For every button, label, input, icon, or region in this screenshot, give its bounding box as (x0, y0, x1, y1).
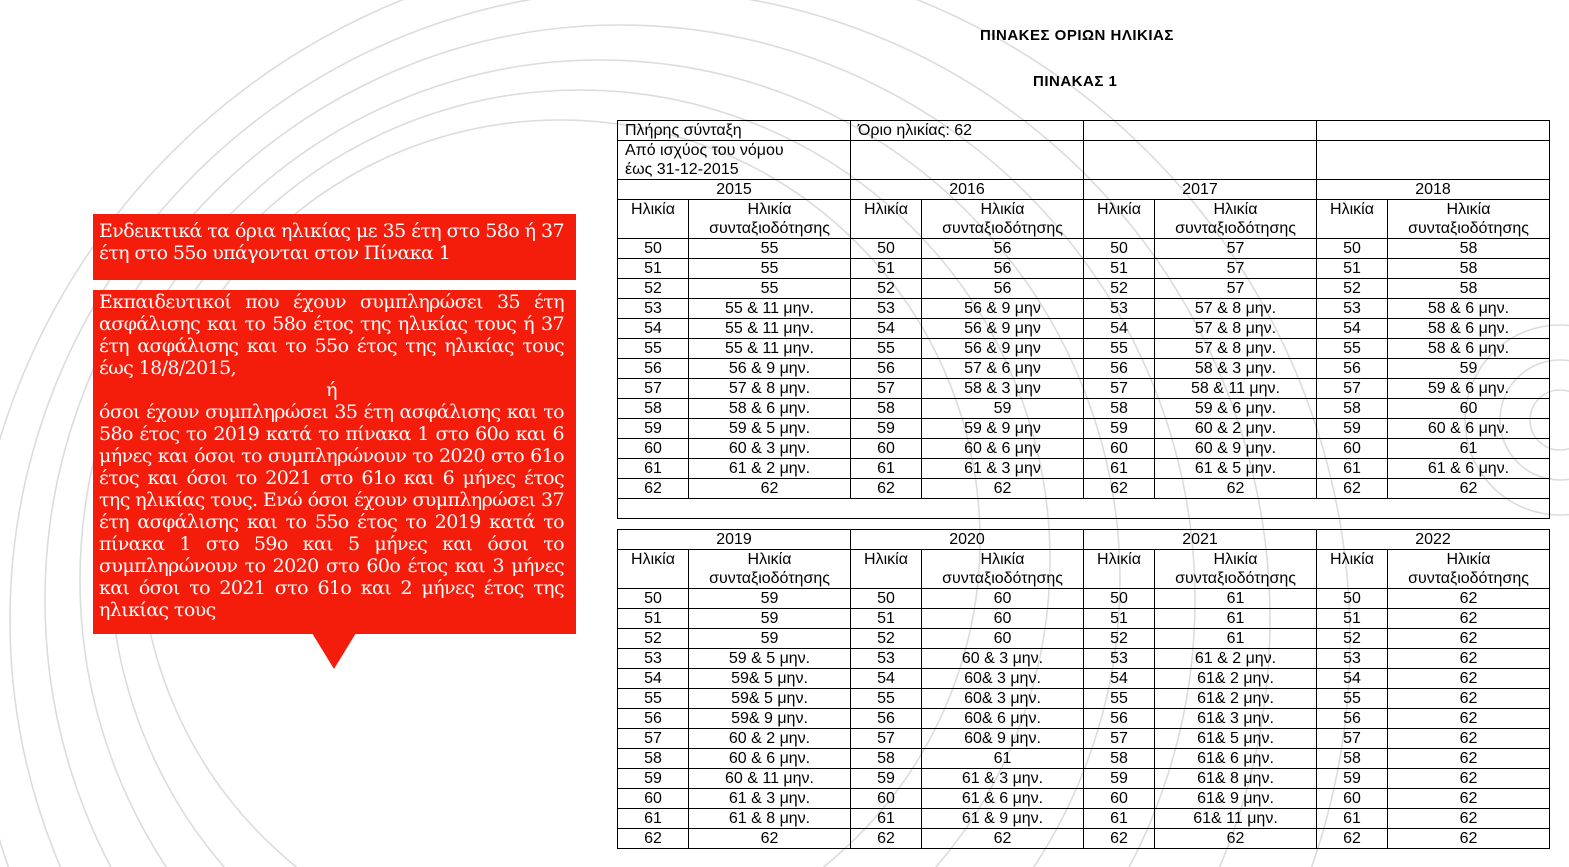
pension-age-cell: 55 (689, 239, 851, 259)
table-row (618, 649, 1550, 669)
age-cell: 60 (1084, 789, 1155, 809)
table-row (618, 809, 1550, 829)
age-cell: 57 (618, 729, 689, 749)
pension-age-cell: 60& 3 μην. (922, 689, 1084, 709)
table-row (618, 479, 1550, 499)
table-row (618, 769, 1550, 789)
pension-age-cell: 62 (1388, 769, 1550, 789)
pension-age-cell: 61 & 2 μην. (689, 459, 851, 479)
table-row (618, 709, 1550, 729)
age-cell: 53 (1084, 649, 1155, 669)
pension-age-cell: 58 & 6 μην. (689, 399, 851, 419)
pension-age-cell: 62 (1388, 729, 1550, 749)
callout-summary (93, 214, 576, 280)
table-row (618, 319, 1550, 339)
pension-age-column-header (689, 200, 851, 239)
pension-age-cell: 55 (689, 259, 851, 279)
pension-age-cell: 60 & 9 μην. (1155, 439, 1317, 459)
pension-age-cell: 57 & 8 μην. (1155, 299, 1317, 319)
pension-age-cell: 55 (689, 279, 851, 299)
age-cell: 61 (1317, 809, 1388, 829)
pension-age-column-header (689, 550, 851, 589)
pension-age-cell: 57 & 6 μην (922, 359, 1084, 379)
pension-age-cell: 61 & 2 μην. (1155, 649, 1317, 669)
age-cell: 54 (1084, 669, 1155, 689)
pension-age-cell: 57 (1155, 259, 1317, 279)
age-cell: 59 (618, 769, 689, 789)
validity-cell (618, 141, 851, 180)
pension-age-cell: 58 & 6 μην. (1388, 299, 1550, 319)
pension-age-cell: 61 & 3 μην. (689, 789, 851, 809)
pension-age-cell: 61 (1388, 439, 1550, 459)
pension-age-header-line-2: συνταξιοδότησης (1175, 220, 1296, 237)
age-cell: 58 (1084, 749, 1155, 769)
age-cell: 60 (618, 789, 689, 809)
age-cell: 62 (1317, 829, 1388, 849)
pension-age-cell: 55 & 11 μην. (689, 319, 851, 339)
pension-age-cell: 60 & 3 μην. (689, 439, 851, 459)
age-cell: 54 (1084, 319, 1155, 339)
age-column-header: Ηλικία (618, 550, 689, 589)
age-cell: 52 (618, 279, 689, 299)
table-row (618, 829, 1550, 849)
pension-age-cell: 57 (1155, 239, 1317, 259)
pension-age-cell: 62 (1155, 829, 1317, 849)
year-header: 2017 (1084, 180, 1317, 200)
age-cell: 58 (618, 399, 689, 419)
pension-age-header-line-2: συνταξιοδότησης (1408, 220, 1529, 237)
pension-age-cell: 59 & 9 μην (922, 419, 1084, 439)
pension-age-cell: 60 & 6 μην (922, 439, 1084, 459)
table-row (618, 689, 1550, 709)
validity-line-1: Από ισχύος του νόμου (625, 142, 784, 159)
pension-age-cell: 60 & 6 μην. (1388, 419, 1550, 439)
pension-age-cell: 57 & 8 μην. (1155, 339, 1317, 359)
pension-age-cell: 62 (1388, 669, 1550, 689)
pension-age-header-line-1: Ηλικία (1446, 551, 1491, 568)
pension-age-cell: 59 & 5 μην. (689, 419, 851, 439)
pension-age-cell: 59 & 5 μην. (689, 649, 851, 669)
pension-age-cell: 60 (922, 629, 1084, 649)
age-cell: 52 (1084, 629, 1155, 649)
pension-age-header-line-1: Ηλικία (1213, 551, 1258, 568)
age-cell: 52 (1317, 629, 1388, 649)
pension-age-cell: 57 & 8 μην. (1155, 319, 1317, 339)
pension-age-cell: 62 (1388, 629, 1550, 649)
age-cell: 59 (851, 419, 922, 439)
pension-age-cell: 61 & 3 μην (922, 459, 1084, 479)
pension-age-header-line-1: Ηλικία (980, 201, 1025, 218)
table-row (618, 729, 1550, 749)
empty-cell (1084, 141, 1317, 180)
empty-cell (1317, 121, 1550, 141)
pension-age-cell: 61 (922, 749, 1084, 769)
table-row (618, 399, 1550, 419)
pension-age-column-header (1388, 200, 1550, 239)
pension-age-cell: 60 & 2 μην. (1155, 419, 1317, 439)
age-cell: 51 (1317, 609, 1388, 629)
pension-age-header-line-2: συνταξιοδότησης (942, 570, 1063, 587)
table-row (618, 459, 1550, 479)
age-cell: 50 (851, 589, 922, 609)
year-header: 2015 (618, 180, 851, 200)
age-cell: 50 (1084, 589, 1155, 609)
table-row (618, 359, 1550, 379)
validity-line-2: έως 31-12-2015 (625, 161, 739, 178)
age-cell: 50 (618, 239, 689, 259)
pension-age-cell: 61 & 6 μην. (922, 789, 1084, 809)
table-row (618, 259, 1550, 279)
age-cell: 53 (1084, 299, 1155, 319)
table-row (618, 629, 1550, 649)
age-cell: 59 (1084, 769, 1155, 789)
age-cell: 57 (851, 729, 922, 749)
age-limit-table-2 (617, 529, 1550, 849)
pension-age-cell: 55 & 11 μην. (689, 299, 851, 319)
table-row (618, 379, 1550, 399)
age-cell: 50 (1317, 239, 1388, 259)
age-cell: 60 (1317, 439, 1388, 459)
age-column-header: Ηλικία (1317, 200, 1388, 239)
pension-age-cell: 62 (922, 829, 1084, 849)
pension-age-cell: 59 (689, 589, 851, 609)
age-cell: 54 (618, 319, 689, 339)
pension-age-cell: 62 (922, 479, 1084, 499)
pension-age-cell: 61& 6 μην. (1155, 749, 1317, 769)
age-cell: 51 (1317, 259, 1388, 279)
pension-age-cell: 59& 5 μην. (689, 689, 851, 709)
pension-age-column-header (1388, 550, 1550, 589)
age-cell: 51 (618, 609, 689, 629)
table-row (618, 339, 1550, 359)
empty-cell (1317, 141, 1550, 180)
pension-age-cell: 60 (922, 609, 1084, 629)
pension-age-cell: 62 (1388, 709, 1550, 729)
age-cell: 52 (1317, 279, 1388, 299)
pension-age-cell: 56 (922, 279, 1084, 299)
table-row (618, 669, 1550, 689)
pension-age-cell: 60 (922, 589, 1084, 609)
age-cell: 51 (1084, 259, 1155, 279)
pension-age-cell: 60 & 11 μην. (689, 769, 851, 789)
pension-age-cell: 61 (1155, 609, 1317, 629)
pension-age-cell: 61 & 8 μην. (689, 809, 851, 829)
age-limit-table-1 (617, 120, 1550, 519)
pension-age-cell: 60 & 2 μην. (689, 729, 851, 749)
age-cell: 54 (851, 319, 922, 339)
age-cell: 51 (851, 259, 922, 279)
year-header: 2022 (1317, 530, 1550, 550)
age-column-header: Ηλικία (851, 200, 922, 239)
pension-age-cell: 61 & 9 μην. (922, 809, 1084, 829)
year-header: 2021 (1084, 530, 1317, 550)
callout-details-text-2: όσοι έχουν συμπληρώσει 35 έτη ασφάλισης και το 58ο έτος το 2019 κατά το πίνακα 1 στο 60ο και 6 μήνες και όσοι το συμπληρώνουν το 2020 στο 61ο έτος και όσοι το 2021 στο 61ο και 6 μήνες έτος της ηλικίας τους. Ενώ όσοι έχουν συμπληρώσει 37 έτη ασφάλισης και το 55ο έτος το 2019 κατά το πίνακα 1 στο 59ο και 5 μήνες και όσοι το συμπληρώνουν το 2020 στο 60ο έτος και 3 μήνες και όσοι το 2021 στο 61ο και 2 μήνες έτος της ηλικίας τους (99, 401, 564, 621)
pension-age-cell: 61& 2 μην. (1155, 669, 1317, 689)
pension-type-cell: Πλήρης σύνταξη (618, 121, 851, 141)
age-limit-cell: Όριο ηλικίας: 62 (851, 121, 1084, 141)
pension-age-cell: 61 & 5 μην. (1155, 459, 1317, 479)
age-cell: 57 (1084, 379, 1155, 399)
pension-age-cell: 62 (689, 479, 851, 499)
age-cell: 52 (851, 629, 922, 649)
pension-age-cell: 61 & 6 μην. (1388, 459, 1550, 479)
age-cell: 56 (1084, 709, 1155, 729)
pension-age-cell: 58 & 6 μην. (1388, 339, 1550, 359)
pension-age-cell: 58 (1388, 259, 1550, 279)
age-cell: 61 (1317, 459, 1388, 479)
age-cell: 51 (851, 609, 922, 629)
age-column-header: Ηλικία (851, 550, 922, 589)
table-row (618, 279, 1550, 299)
age-cell: 61 (851, 459, 922, 479)
age-cell: 62 (851, 829, 922, 849)
pension-age-cell: 62 (1388, 689, 1550, 709)
age-cell: 61 (618, 459, 689, 479)
year-header: 2019 (618, 530, 851, 550)
pension-age-cell: 62 (1388, 609, 1550, 629)
table-row (618, 589, 1550, 609)
age-cell: 55 (618, 689, 689, 709)
age-cell: 59 (851, 769, 922, 789)
empty-cell (851, 141, 1084, 180)
age-cell: 54 (618, 669, 689, 689)
age-cell: 62 (1084, 829, 1155, 849)
age-cell: 53 (1317, 299, 1388, 319)
year-header: 2018 (1317, 180, 1550, 200)
table-row (618, 609, 1550, 629)
pension-age-cell: 60 & 3 μην. (922, 649, 1084, 669)
pension-age-cell: 61& 3 μην. (1155, 709, 1317, 729)
pension-age-cell: 58 (1388, 279, 1550, 299)
age-cell: 50 (1317, 589, 1388, 609)
pension-age-cell: 62 (1388, 649, 1550, 669)
pension-age-cell: 61& 11 μην. (1155, 809, 1317, 829)
age-cell: 59 (1317, 419, 1388, 439)
age-cell: 58 (1317, 749, 1388, 769)
age-cell: 55 (1317, 689, 1388, 709)
pension-age-cell: 59 (689, 609, 851, 629)
year-header: 2016 (851, 180, 1084, 200)
pension-age-column-header (922, 200, 1084, 239)
spacer-cell (618, 499, 1550, 519)
pension-age-cell: 59 & 6 μην. (1155, 399, 1317, 419)
age-cell: 55 (618, 339, 689, 359)
pension-age-header-line-2: συνταξιοδότησης (709, 220, 830, 237)
age-cell: 60 (851, 439, 922, 459)
pension-age-cell: 61& 9 μην. (1155, 789, 1317, 809)
age-cell: 60 (618, 439, 689, 459)
pension-age-header-line-1: Ηλικία (747, 551, 792, 568)
table-row (618, 439, 1550, 459)
age-cell: 57 (1317, 379, 1388, 399)
age-cell: 58 (1317, 399, 1388, 419)
pension-age-cell: 56 (922, 259, 1084, 279)
pension-age-header-line-2: συνταξιοδότησης (709, 570, 830, 587)
age-column-header: Ηλικία (618, 200, 689, 239)
age-cell: 56 (1084, 359, 1155, 379)
age-cell: 56 (1317, 709, 1388, 729)
callout-summary-text: Ενδεικτικά τα όρια ηλικίας με 35 έτη στο 58ο ή 37 έτη στο 55ο υπάγονται στον Πίνακα 1 (99, 220, 564, 264)
age-cell: 55 (1084, 339, 1155, 359)
pension-age-cell: 62 (1388, 809, 1550, 829)
pension-age-column-header (1155, 550, 1317, 589)
age-cell: 58 (851, 399, 922, 419)
age-cell: 51 (1084, 609, 1155, 629)
pension-age-cell: 57 & 8 μην. (689, 379, 851, 399)
pension-age-header-line-2: συνταξιοδότησης (1175, 570, 1296, 587)
pension-age-cell: 62 (1388, 479, 1550, 499)
age-cell: 58 (618, 749, 689, 769)
age-cell: 55 (851, 689, 922, 709)
pension-age-cell: 59 (689, 629, 851, 649)
age-cell: 50 (1084, 239, 1155, 259)
age-cell: 59 (618, 419, 689, 439)
pension-age-cell: 58 & 3 μην (922, 379, 1084, 399)
age-cell: 62 (1084, 479, 1155, 499)
pension-age-cell: 57 (1155, 279, 1317, 299)
age-cell: 61 (1084, 459, 1155, 479)
pension-age-header-line-2: συνταξιοδότησης (1408, 570, 1529, 587)
pension-age-cell: 61 (1155, 589, 1317, 609)
pension-age-cell: 61 & 3 μην. (922, 769, 1084, 789)
pension-age-cell: 58 (1388, 239, 1550, 259)
callout-details (93, 290, 576, 634)
table-row (618, 239, 1550, 259)
age-cell: 62 (851, 479, 922, 499)
age-cell: 57 (1317, 729, 1388, 749)
pension-age-header-line-1: Ηλικία (1446, 201, 1491, 218)
pension-age-cell: 56 & 9 μην (922, 319, 1084, 339)
pension-age-column-header (1155, 200, 1317, 239)
pension-age-cell: 59 (1388, 359, 1550, 379)
pension-age-cell: 61& 8 μην. (1155, 769, 1317, 789)
pension-age-cell: 60& 3 μην. (922, 669, 1084, 689)
pension-age-cell: 62 (1388, 829, 1550, 849)
age-cell: 61 (1084, 809, 1155, 829)
table-row (618, 419, 1550, 439)
age-cell: 56 (618, 359, 689, 379)
age-cell: 52 (1084, 279, 1155, 299)
page-title: ΠΙΝΑΚΕΣ ΟΡΙΩΝ ΗΛΙΚΙΑΣ (980, 27, 1174, 44)
pension-age-cell: 61& 2 μην. (1155, 689, 1317, 709)
pension-age-header-line-2: συνταξιοδότησης (942, 220, 1063, 237)
pension-age-cell: 56 & 9 μην (922, 299, 1084, 319)
callout-pointer (312, 633, 356, 669)
age-cell: 61 (851, 809, 922, 829)
age-cell: 56 (851, 359, 922, 379)
callout-details-text-1: Εκπαιδευτικοί που έχουν συμπληρώσει 35 έτη ασφάλισης και το 58ο έτος της ηλικίας τους ή 37 έτη ασφάλισης και το 55ο έτος της ηλικίας τους έως 18/8/2015, (99, 291, 564, 379)
table-title: ΠΙΝΑΚΑΣ 1 (1033, 73, 1118, 90)
pension-age-column-header (922, 550, 1084, 589)
pension-age-cell: 58 & 6 μην. (1388, 319, 1550, 339)
age-cell: 53 (851, 649, 922, 669)
empty-cell (1084, 121, 1317, 141)
age-cell: 60 (1084, 439, 1155, 459)
age-cell: 52 (618, 629, 689, 649)
age-cell: 55 (1084, 689, 1155, 709)
age-cell: 55 (851, 339, 922, 359)
age-cell: 58 (1084, 399, 1155, 419)
age-cell: 52 (851, 279, 922, 299)
pension-age-cell: 61 (1155, 629, 1317, 649)
table-row (618, 749, 1550, 769)
pension-age-cell: 56 & 9 μην. (689, 359, 851, 379)
age-cell: 57 (851, 379, 922, 399)
pension-age-cell: 60& 6 μην. (922, 709, 1084, 729)
age-cell: 62 (618, 479, 689, 499)
age-cell: 50 (618, 589, 689, 609)
pension-age-cell: 56 & 9 μην (922, 339, 1084, 359)
age-cell: 59 (1317, 769, 1388, 789)
age-cell: 56 (618, 709, 689, 729)
age-cell: 54 (1317, 319, 1388, 339)
age-cell: 53 (618, 299, 689, 319)
age-column-header: Ηλικία (1317, 550, 1388, 589)
pension-age-cell: 60 (1388, 399, 1550, 419)
age-cell: 53 (851, 299, 922, 319)
pension-age-cell: 60 & 6 μην. (689, 749, 851, 769)
pension-age-header-line-1: Ηλικία (1213, 201, 1258, 218)
pension-age-cell: 62 (1388, 589, 1550, 609)
age-cell: 53 (618, 649, 689, 669)
year-header: 2020 (851, 530, 1084, 550)
age-column-header: Ηλικία (1084, 550, 1155, 589)
spacer-row (618, 499, 1550, 519)
age-cell: 62 (618, 829, 689, 849)
age-cell: 56 (851, 709, 922, 729)
pension-age-cell: 62 (689, 829, 851, 849)
age-cell: 62 (1317, 479, 1388, 499)
pension-age-cell: 61& 5 μην. (1155, 729, 1317, 749)
pension-age-cell: 62 (1388, 789, 1550, 809)
age-cell: 54 (851, 669, 922, 689)
pension-age-cell: 59 (922, 399, 1084, 419)
table-row (618, 789, 1550, 809)
age-cell: 61 (618, 809, 689, 829)
age-cell: 53 (1317, 649, 1388, 669)
pension-age-cell: 58 & 11 μην. (1155, 379, 1317, 399)
table-row (618, 299, 1550, 319)
age-cell: 51 (618, 259, 689, 279)
pension-age-cell: 59 & 6 μην. (1388, 379, 1550, 399)
age-cell: 58 (851, 749, 922, 769)
age-cell: 54 (1317, 669, 1388, 689)
age-column-header: Ηλικία (1084, 200, 1155, 239)
age-cell: 50 (851, 239, 922, 259)
pension-age-cell: 55 & 11 μην. (689, 339, 851, 359)
pension-age-header-line-1: Ηλικία (980, 551, 1025, 568)
pension-age-header-line-1: Ηλικία (747, 201, 792, 218)
age-cell: 60 (851, 789, 922, 809)
age-cell: 60 (1317, 789, 1388, 809)
pension-age-cell: 60& 9 μην. (922, 729, 1084, 749)
pension-age-cell: 58 & 3 μην. (1155, 359, 1317, 379)
pension-age-cell: 59& 5 μην. (689, 669, 851, 689)
age-cell: 55 (1317, 339, 1388, 359)
age-cell: 57 (1084, 729, 1155, 749)
pension-age-cell: 56 (922, 239, 1084, 259)
age-cell: 56 (1317, 359, 1388, 379)
callout-details-or: ή (326, 379, 337, 401)
age-cell: 57 (618, 379, 689, 399)
pension-age-cell: 62 (1155, 479, 1317, 499)
pension-age-cell: 59& 9 μην. (689, 709, 851, 729)
pension-age-cell: 62 (1388, 749, 1550, 769)
age-cell: 59 (1084, 419, 1155, 439)
